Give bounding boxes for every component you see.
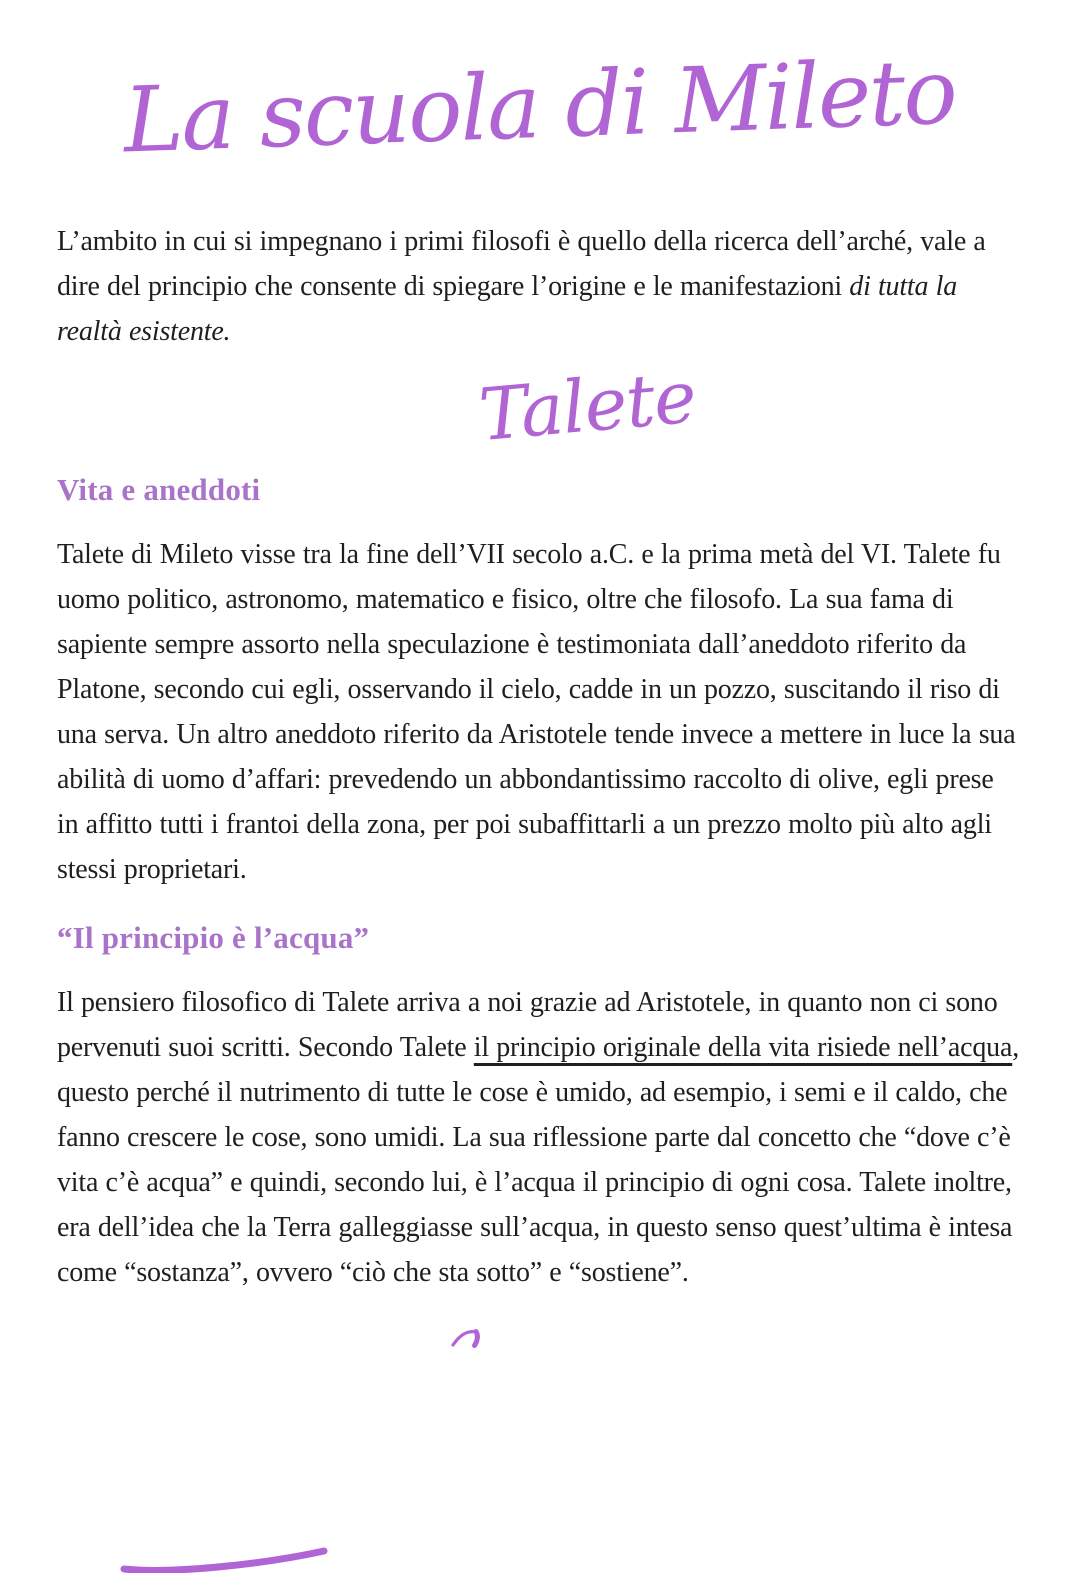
intro-text: L’ambito in cui si impegnano i primi filosofi è quello della ricerca dell’arché, vale a dire del principio che consente di spiegare l’origine e le manifestazioni — [57, 225, 986, 302]
page-title: La scuola di Mileto — [121, 39, 958, 174]
heading-il-principio-e-lacqua: “Il principio è l’acqua” — [57, 919, 370, 955]
heading-vita-e-aneddoti: Vita e aneddoti — [57, 471, 261, 507]
principio-paragraph — [57, 980, 1022, 1295]
principio-text-before: Il pensiero filosofico di Talete arriva a noi grazie ad Aristotele, in quanto non ci sono pervenuti suoi scritti. Secondo Talete — [57, 986, 998, 1063]
principio-text-after: , questo perché il nutrimento di tutte le cose è umido, ad esempio, i semi e il caldo, che fanno crescere le cose, sono umidi. La sua riflessione parte dal concetto che “dove c’è vita c’è acqua” e quindi, secondo lui, è l’acqua il principio di ogni cosa. Talete inoltre, era dell’idea che la Terra galleggiasse sull’acqua, in questo senso quest’ultima è intesa come “sostanza”, ovvero “ciò che sta sotto” e “sostiene”. — [57, 1031, 1020, 1288]
intro-italic-text: di tutta la realtà esistente. — [57, 270, 957, 347]
handwritten-stroke-fragment-icon — [451, 1327, 485, 1351]
principio-underlined-phrase: il principio originale della vita risiede nell’acqua — [473, 1031, 1013, 1063]
title-underline-flourish-icon — [120, 1545, 330, 1573]
vita-paragraph: Talete di Mileto visse tra la fine dell’VII secolo a.C. e la prima metà del VI. Talete fu uomo politico, astronomo, matematico e fisico, oltre che filosofo. La sua fama di sapiente sempre assorto nella speculazione è testimoniata dall’aneddoto riferito da Platone, secondo cui egli, osservando il cielo, cadde in un pozzo, suscitando il riso di una serva. Un altro aneddoto riferito da Aristotele tende invece a mettere in luce la sua abilità di uomo d’affari: prevedendo un abbondantissimo raccolto di olive, egli prese in affitto tutti i frantoi della zona, per poi subaffittarli a un prezzo molto più alto agli stessi proprietari. — [57, 538, 1016, 885]
talete-script-title: Talete — [475, 354, 699, 457]
